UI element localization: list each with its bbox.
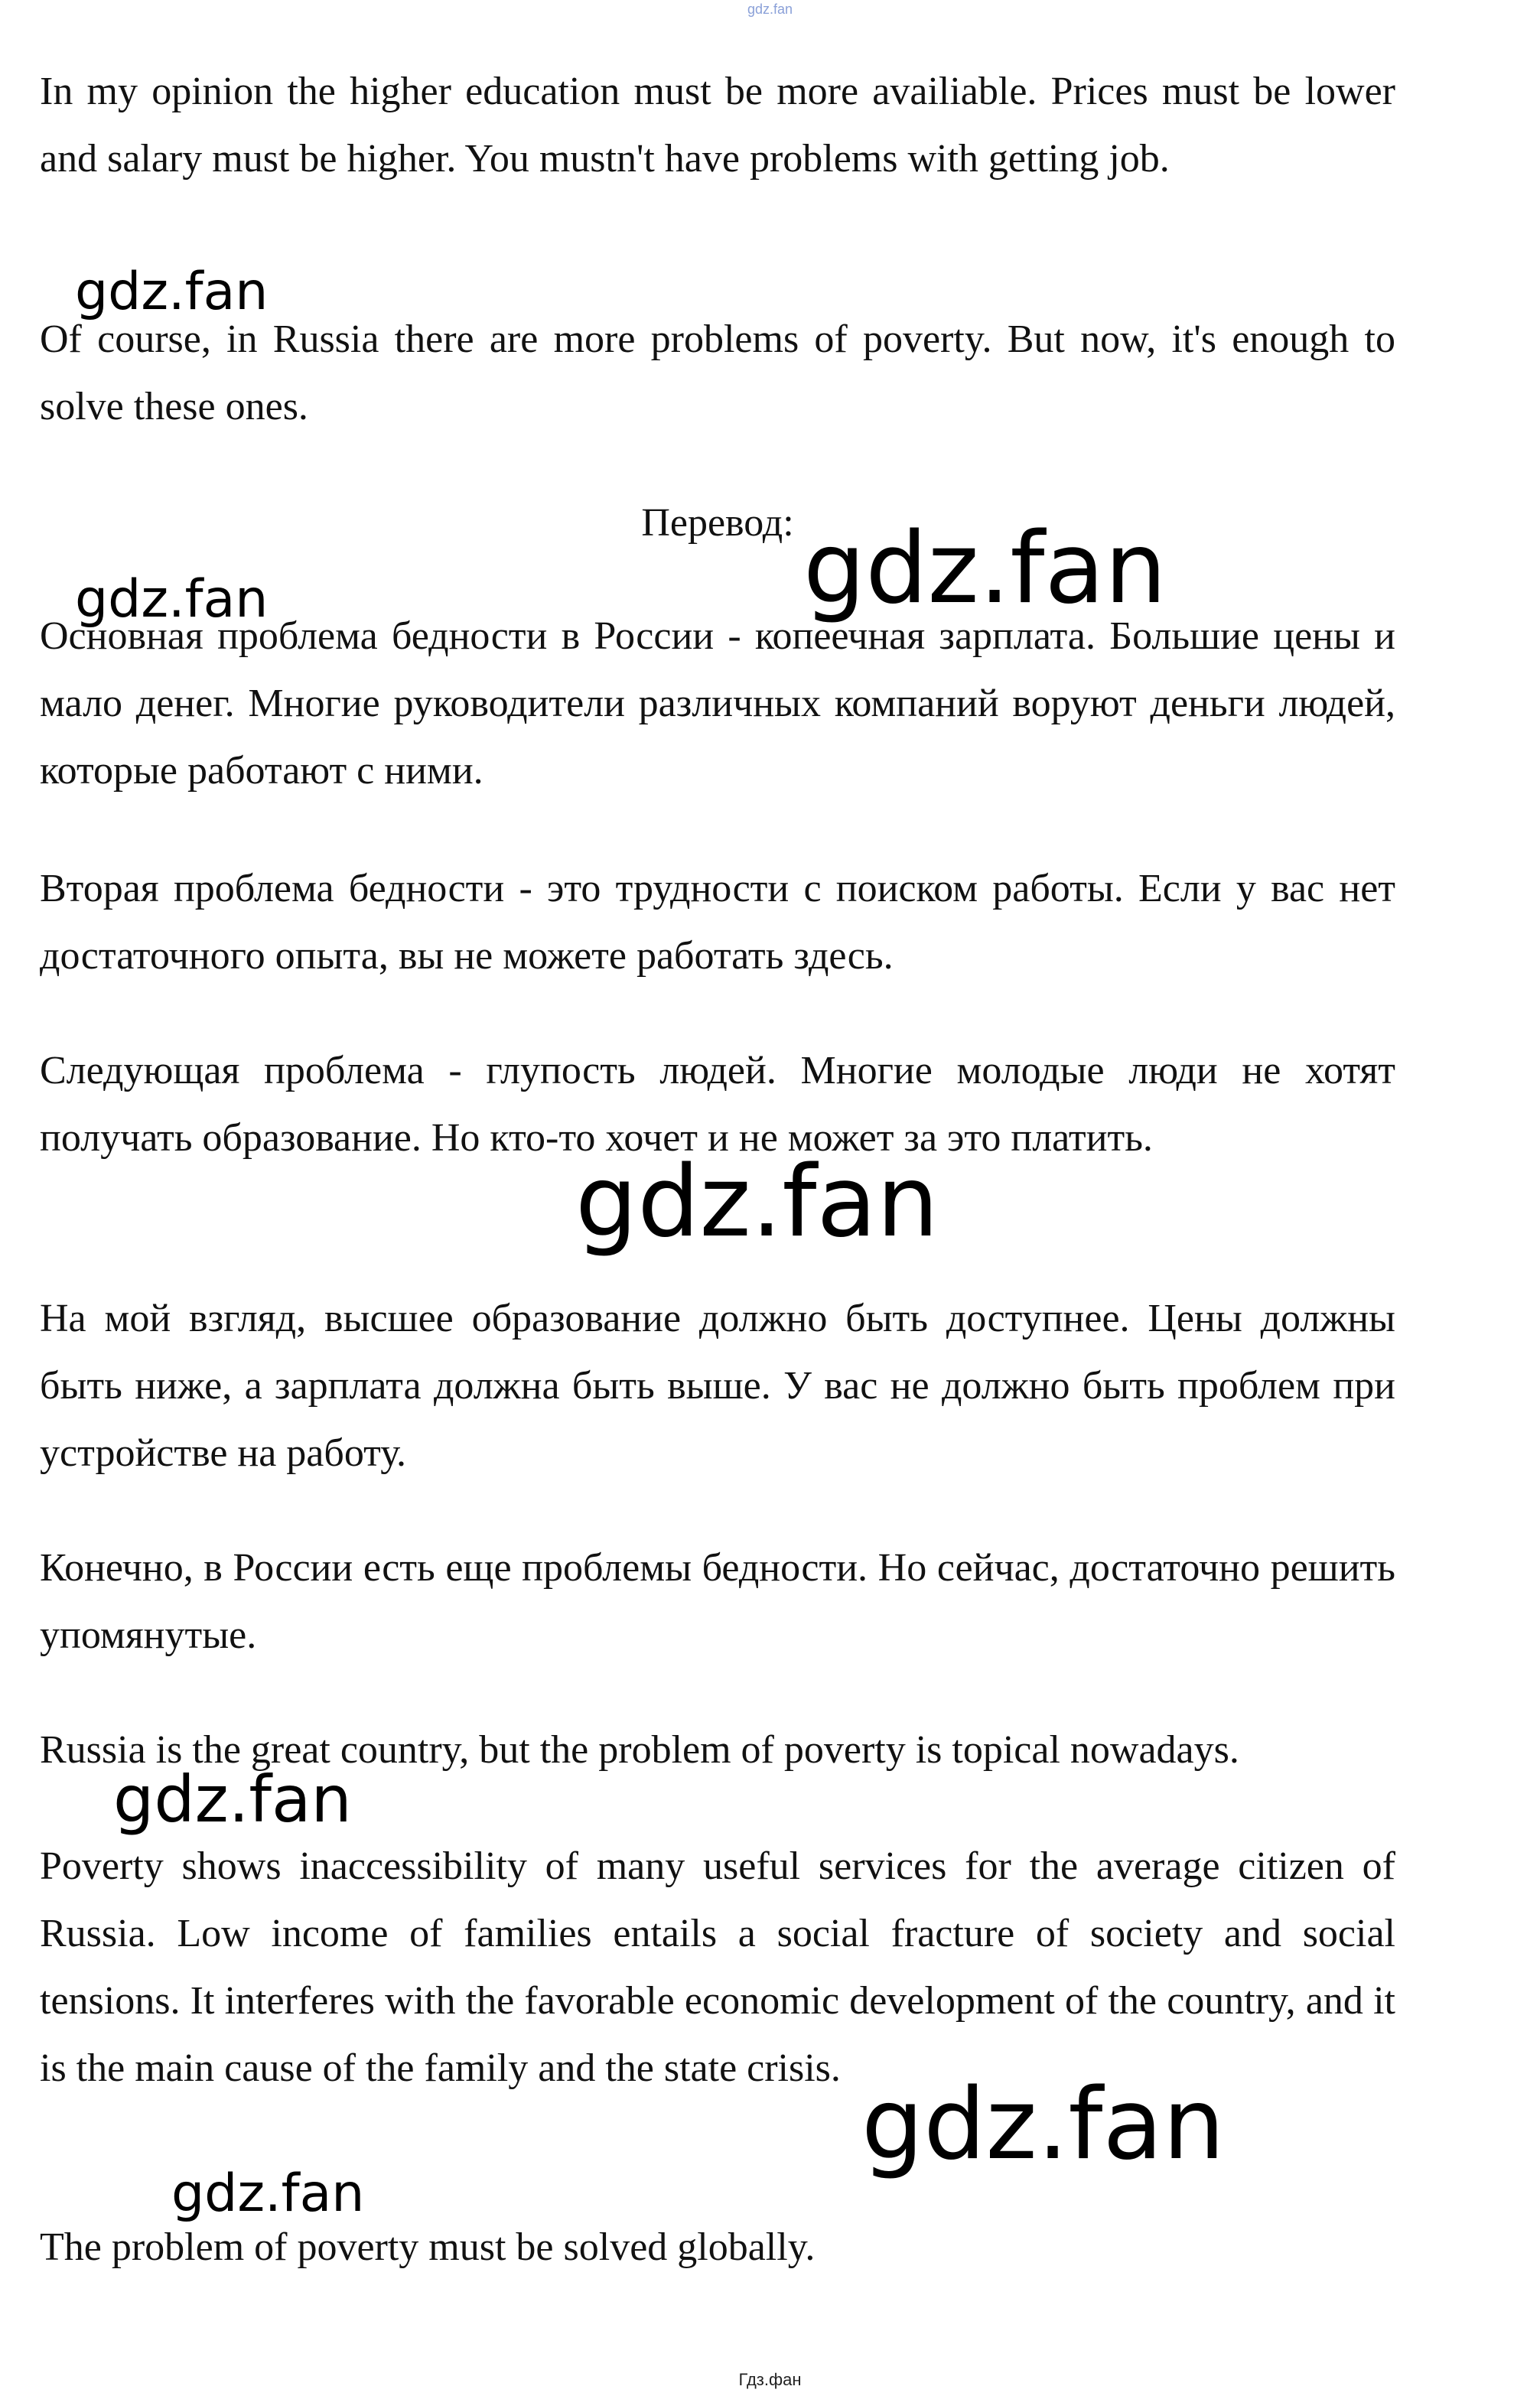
paragraph-ru-main-problem: Основная проблема бедности в России - копеечная зарплата. Большие цены и мало денег. Многие руководители различных компаний воруют деньги людей, которые работают с ними.: [40, 614, 1395, 793]
watermark: gdz.fan: [861, 2068, 1225, 2182]
translation-heading: Перевод:: [641, 501, 794, 545]
watermark: gdz.fan: [575, 1145, 939, 1259]
paragraph-ru-of-course: Конечно, в России есть еще проблемы бедности. Но сейчас, достаточно решить упомянутые.: [40, 1546, 1395, 1657]
footer-text: Гдз.фан: [738, 2370, 802, 2389]
paragraph-of-course: Of course, in Russia there are more problems of poverty. But now, it's enough to solve these ones.: [40, 317, 1395, 428]
paragraph-ru-opinion: На мой взгляд, высшее образование должно быть доступнее. Цены должны быть ниже, а зарплата должна быть выше. У вас не должно быть проблем при устройстве на работу.: [40, 1297, 1395, 1475]
watermark: gdz.fan: [171, 2163, 365, 2224]
watermark: gdz.fan: [803, 512, 1167, 626]
paragraph-poverty-shows: Poverty shows inaccessibility of many useful services for the average citizen of Russia. Low income of families entails a social fracture of society and social tensions. It interferes with the favorable economic development of the country, and it is the main cause of the family and the state crisis.: [40, 1844, 1395, 2090]
paragraph-ru-next-problem: Следующая проблема - глупость людей. Многие молодые люди не хотят получать образование. Но кто-то хочет и не может за это платить.: [40, 1049, 1395, 1160]
watermark: gdz.fan: [113, 1762, 352, 1837]
paragraph-higher-education: In my opinion the higher education must be more availiable. Prices must be lower and salary must be higher. You mustn't have problems with getting job.: [40, 70, 1395, 181]
watermark: gdz.fan: [75, 569, 269, 630]
paragraph-solved-globally: The problem of poverty must be solved globally.: [40, 2225, 816, 2269]
paragraph-russia-great-country: Russia is the great country, but the problem of poverty is topical nowadays.: [40, 1728, 1239, 1772]
paragraph-ru-second-problem: Вторая проблема бедности - это трудности с поиском работы. Если у вас нет достаточного опыта, вы не можете работать здесь.: [40, 867, 1395, 978]
watermark: gdz.fan: [75, 262, 269, 322]
header-mark: gdz.fan: [747, 2, 793, 17]
